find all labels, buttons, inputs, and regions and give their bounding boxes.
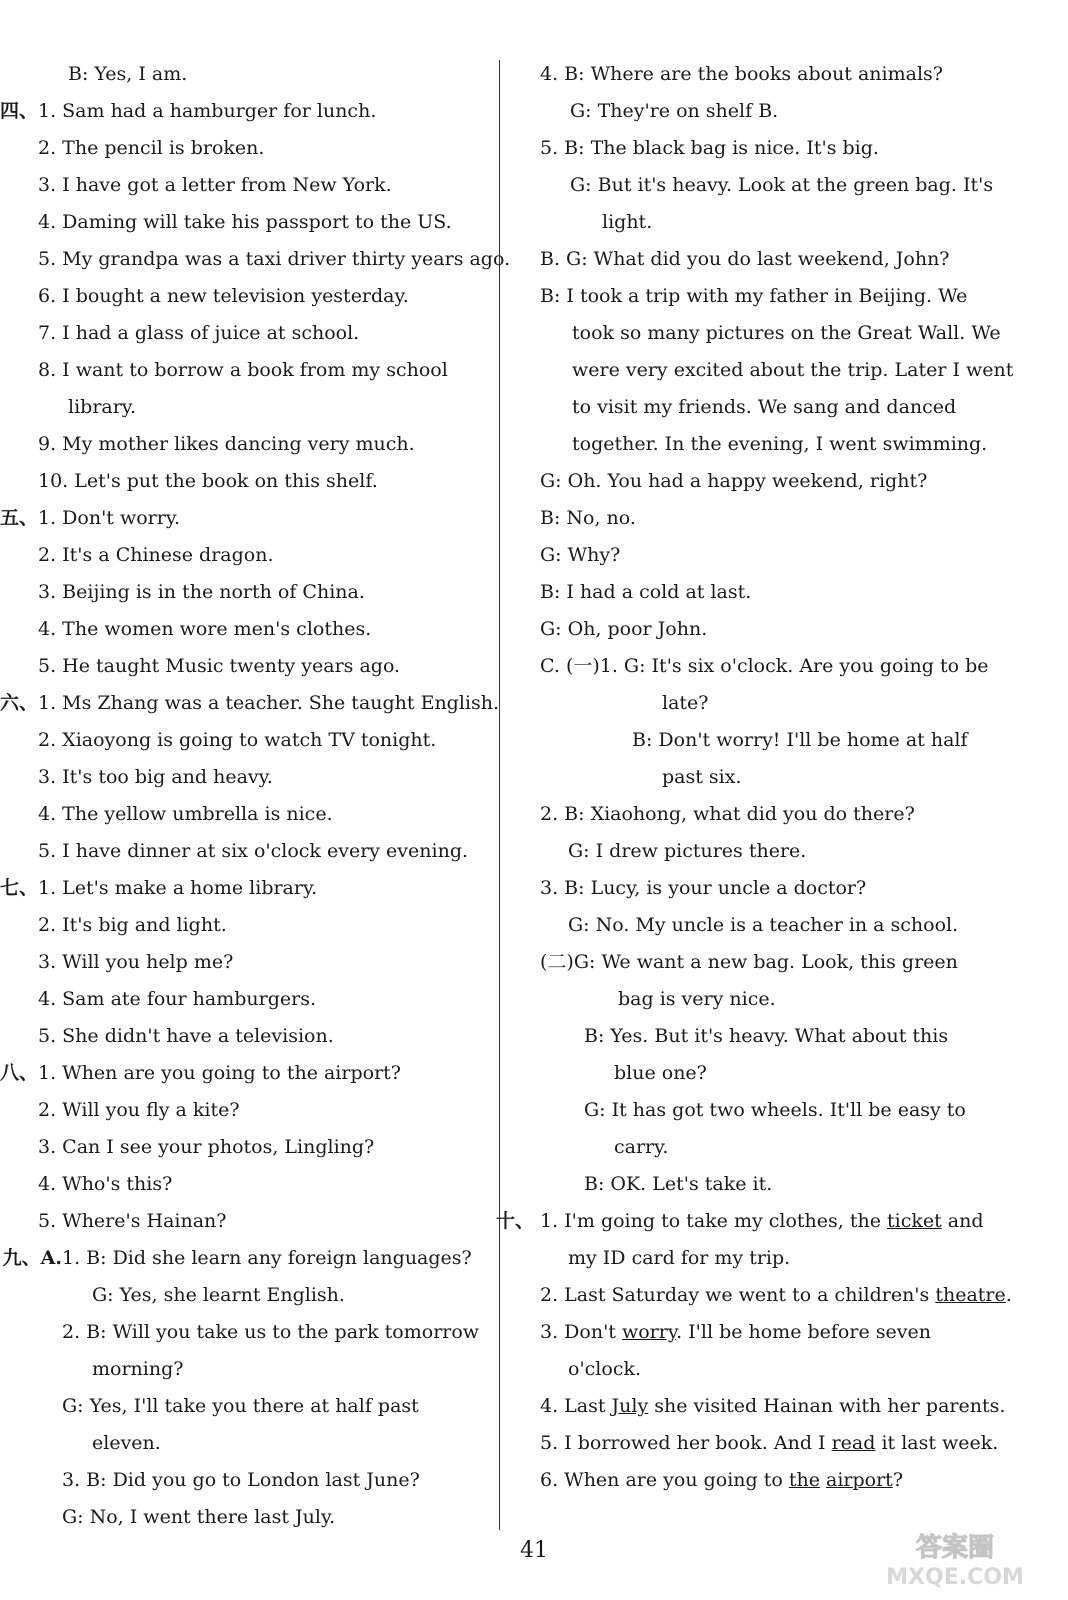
fill-blank-answer: July — [611, 1395, 649, 1417]
answer-line: B: I took a trip with my father in Beijing. We — [540, 285, 968, 307]
answer-line: took so many pictures on the Great Wall. We — [572, 322, 1001, 344]
answer-line: G: It has got two wheels. It'll be easy to — [584, 1099, 966, 1121]
section-label: 八、 — [0, 1062, 39, 1084]
section-4-item-1: 四、1. Sam had a hamburger for lunch. — [0, 93, 490, 130]
answer-line: o'clock. — [568, 1358, 642, 1380]
answer-line: 4. Sam ate four hamburgers. — [38, 988, 316, 1010]
answer-line: 5. She didn't have a television. — [38, 1025, 334, 1047]
answer-line: morning? — [92, 1358, 184, 1380]
section-label: 七、 — [0, 877, 39, 899]
answer-line: were very excited about the trip. Later I went — [572, 359, 1014, 381]
answer-line: 4. Who's this? — [38, 1173, 173, 1195]
answer-line: past six. — [662, 766, 742, 788]
answer-line: bag is very nice. — [618, 988, 776, 1010]
answer-line: 2. B: Will you take us to the park tomorrow — [62, 1321, 480, 1343]
answer-line: 2. It's a Chinese dragon. — [38, 544, 274, 566]
answer-line: 5. I borrowed her book. And I read it last week. — [540, 1432, 999, 1454]
answer-line: 3. Can I see your photos, Lingling? — [38, 1136, 375, 1158]
page-number: 41 — [520, 1538, 548, 1563]
section-5-item-1: 五、1. Don't worry. — [0, 500, 490, 537]
fill-blank-answer: ticket — [887, 1210, 942, 1232]
fill-blank-answer: theatre — [935, 1284, 1006, 1306]
answer-line: 8. I want to borrow a book from my school — [38, 359, 448, 381]
answer-line: (二)G: We want a new bag. Look, this green — [540, 951, 958, 973]
answer-line: 9. My mother likes dancing very much. — [38, 433, 415, 455]
section-label: 六、 — [0, 692, 39, 714]
answer-line: late? — [662, 692, 709, 714]
answer-line: library. — [68, 396, 137, 418]
answer-line: 2. It's big and light. — [38, 914, 227, 936]
answer-line: eleven. — [92, 1432, 161, 1454]
answer-line: G: They're on shelf B. — [570, 100, 779, 122]
answer-line: carry. — [614, 1136, 669, 1158]
fill-blank-answer: the — [788, 1469, 820, 1491]
watermark-top: 答案圈 — [915, 1533, 995, 1563]
section-10-item-1: 十、 1. I'm going to take my clothes, the ticket and — [496, 1203, 1068, 1240]
answer-line: G: No, I went there last July. — [62, 1506, 336, 1528]
answer-line: 4. Daming will take his passport to the US. — [38, 211, 452, 233]
answer-line: 3. B: Lucy, is your uncle a doctor? — [540, 877, 867, 899]
answer-line: 3. Beijing is in the north of China. — [38, 581, 365, 603]
section-6-item-1: 六、1. Ms Zhang was a teacher. She taught English. — [0, 685, 490, 722]
answer-line: 4. The yellow umbrella is nice. — [38, 803, 333, 825]
answer-line: 3. I have got a letter from New York. — [38, 174, 392, 196]
answer-line: B: OK. Let's take it. — [584, 1173, 773, 1195]
answer-line: 6. I bought a new television yesterday. — [38, 285, 409, 307]
answer-line: 2. Will you fly a kite? — [38, 1099, 240, 1121]
column-divider — [499, 60, 500, 1530]
answer-line: 5. B: The black bag is nice. It's big. — [540, 137, 879, 159]
answer-line: 4. Last July she visited Hainan with her parents. — [540, 1395, 1006, 1417]
section-9-item-1: 九、A.1. B: Did she learn any foreign languages? — [0, 1240, 490, 1277]
answer-line: G: Why? — [540, 544, 621, 566]
answer-line: G: Oh, poor John. — [540, 618, 708, 640]
section-7-item-1: 七、1. Let's make a home library. — [0, 870, 490, 907]
answer-line: C. (一)1. G: It's six o'clock. Are you going to be — [540, 655, 989, 677]
answer-line: 2. Xiaoyong is going to watch TV tonight. — [38, 729, 437, 751]
answer-line: 4. The women wore men's clothes. — [38, 618, 372, 640]
answer-line: B: Don't worry! I'll be home at half — [632, 729, 968, 751]
fill-blank-answer: worry — [621, 1321, 677, 1343]
fill-blank-answer: read — [831, 1432, 876, 1454]
answer-line: to visit my friends. We sang and danced — [572, 396, 957, 418]
answer-line: 6. When are you going to the airport? — [540, 1469, 903, 1491]
answer-line: together. In the evening, I went swimming. — [572, 433, 988, 455]
answer-line: 2. B: Xiaohong, what did you do there? — [540, 803, 915, 825]
section-label: 九、A. — [2, 1247, 62, 1269]
answer-line: G: I drew pictures there. — [568, 840, 807, 862]
answer-line: G: Yes, I'll take you there at half past — [62, 1395, 419, 1417]
section-8-item-1: 八、1. When are you going to the airport? — [0, 1055, 490, 1092]
answer-line: G: No. My uncle is a teacher in a school. — [568, 914, 959, 936]
left-column — [0, 56, 511, 1536]
section-label: 五、 — [0, 507, 39, 529]
answer-line: 3. Will you help me? — [38, 951, 234, 973]
answer-line: 4. B: Where are the books about animals? — [540, 63, 943, 85]
answer-line: 2. Last Saturday we went to a children's theatre. — [540, 1284, 1012, 1306]
answer-line: 2. The pencil is broken. — [38, 137, 265, 159]
answer-line: B: Yes. But it's heavy. What about this — [584, 1025, 949, 1047]
answer-line: blue one? — [614, 1062, 707, 1084]
answer-line: G: But it's heavy. Look at the green bag. It's — [570, 174, 994, 196]
answer-line: my ID card for my trip. — [568, 1247, 791, 1269]
section-label: 十、 — [496, 1210, 535, 1232]
answer-line: 5. I have dinner at six o'clock every evening. — [38, 840, 469, 862]
answer-line: B: Yes, I am. — [68, 63, 188, 85]
answer-line: B: No, no. — [540, 507, 636, 529]
answer-line: 10. Let's put the book on this shelf. — [38, 470, 378, 492]
answer-line: G: Oh. You had a happy weekend, right? — [540, 470, 928, 492]
answer-line: G: Yes, she learnt English. — [92, 1284, 345, 1306]
answer-line: light. — [602, 211, 653, 233]
watermark-logo — [860, 1528, 1050, 1590]
section-label: 四、 — [0, 100, 39, 122]
right-column — [496, 56, 1068, 1499]
watermark-bottom: MXQE.COM — [886, 1565, 1024, 1590]
answer-line: 7. I had a glass of juice at school. — [38, 322, 360, 344]
answer-line: 3. It's too big and heavy. — [38, 766, 273, 788]
answer-line: 3. Don't worry. I'll be home before seven — [540, 1321, 931, 1343]
answer-line: 3. B: Did you go to London last June? — [62, 1469, 420, 1491]
answer-line: 5. Where's Hainan? — [38, 1210, 227, 1232]
fill-blank-answer: airport — [826, 1469, 893, 1491]
answer-line: 5. My grandpa was a taxi driver thirty years ago. — [38, 248, 511, 270]
answer-line: 5. He taught Music twenty years ago. — [38, 655, 401, 677]
answer-line: B: I had a cold at last. — [540, 581, 752, 603]
answer-line: B. G: What did you do last weekend, John? — [540, 248, 950, 270]
